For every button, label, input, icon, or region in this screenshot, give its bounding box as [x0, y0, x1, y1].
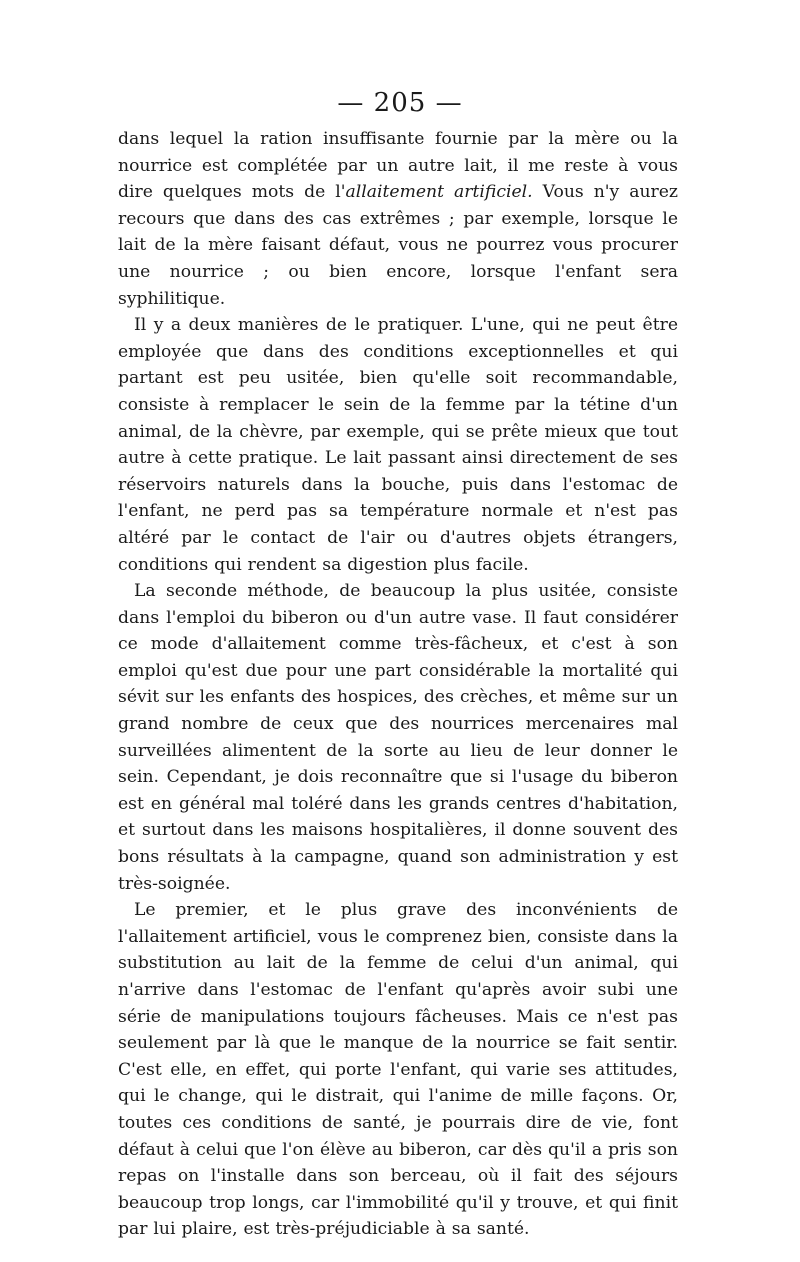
- paragraph-1: [118, 126, 678, 312]
- paragraph-1-text-start: dans lequel la ration insuffisante fournie par la mère ou la nourrice est complétée par un autre lait, il me reste à vous dire quelques mots de l': [118, 129, 678, 203]
- paragraph-3: La seconde méthode, de beaucoup la plus usitée, consiste dans l'emploi du biberon ou d'un autre vase. Il faut considérer ce mode d'allaitement comme très-fâcheux, et c'est à son emploi qu'est due pour une part considérable la mortalité qui sévit sur les enfants des hospices, des crèches, et même sur un grand nombre de ceux que des nourrices mercenaires mal surveillées alimentent de la sorte au lieu de leur donner le sein. Cependant, je dois reconnaître que si l'usage du biberon est en général mal toléré dans les grands centres d'habitation, et surtout dans les maisons hospitalières, il donne souvent des bons résultats à la campagne, quand son administration y est très-soignée.: [118, 581, 678, 894]
- paragraph-4: Le premier, et le plus grave des inconvénients de l'allaitement artificiel, vous le comprenez bien, consiste dans la substitution au lait de la femme de celui d'un animal, qui n'arrive dans l'estomac de l'enfant qu'après avoir subi une série de manipulations toujours fâcheuses. Mais ce n'est pas seulement par là que le manque de la nourrice se fait sentir. C'est elle, en effet, qui porte l'enfant, qui varie ses attitudes, qui le change, qui le distrait, qui l'anime de mille façons. Or, toutes ces conditions de santé, je pourrais dire de vie, font défaut à celui que l'on élève au biberon, car dès qu'il a pris son repas on l'installe dans son berceau, où il fait des séjours beaucoup trop longs, car l'immobilité qu'il y trouve, et qui finit par lui plaire, est très-préjudiciable à sa santé.: [118, 900, 678, 1240]
- paragraph-1-italic-term: allaitement artificiel.: [345, 182, 533, 203]
- paragraph-2: Il y a deux manières de le pratiquer. L'une, qui ne peut être employée que dans des conditions exceptionnelles et qui partant est peu usitée, bien qu'elle soit recommandable, consiste à remplacer le sein de la femme par la tétine d'un animal, de la chèvre, par exemple, qui se prête mieux que tout autre à cette pratique. Le lait passant ainsi directement de ses réservoirs naturels dans la bouche, puis dans l'estomac de l'enfant, ne perd pas sa température normale et n'est pas altéré par le contact de l'air ou d'autres objets étrangers, conditions qui rendent sa digestion plus facile.: [118, 315, 678, 575]
- page-number: — 205 —: [337, 88, 463, 118]
- paragraph-1-text-end: Vous n'y aurez recours que dans des cas extrêmes ; par exemple, lorsque le lait de la mère faisant défaut, vous ne pourrez vous procurer une nourrice ; ou bien encore, lorsque l'enfant sera syphilitique.: [118, 182, 678, 309]
- page-body: [118, 126, 678, 1243]
